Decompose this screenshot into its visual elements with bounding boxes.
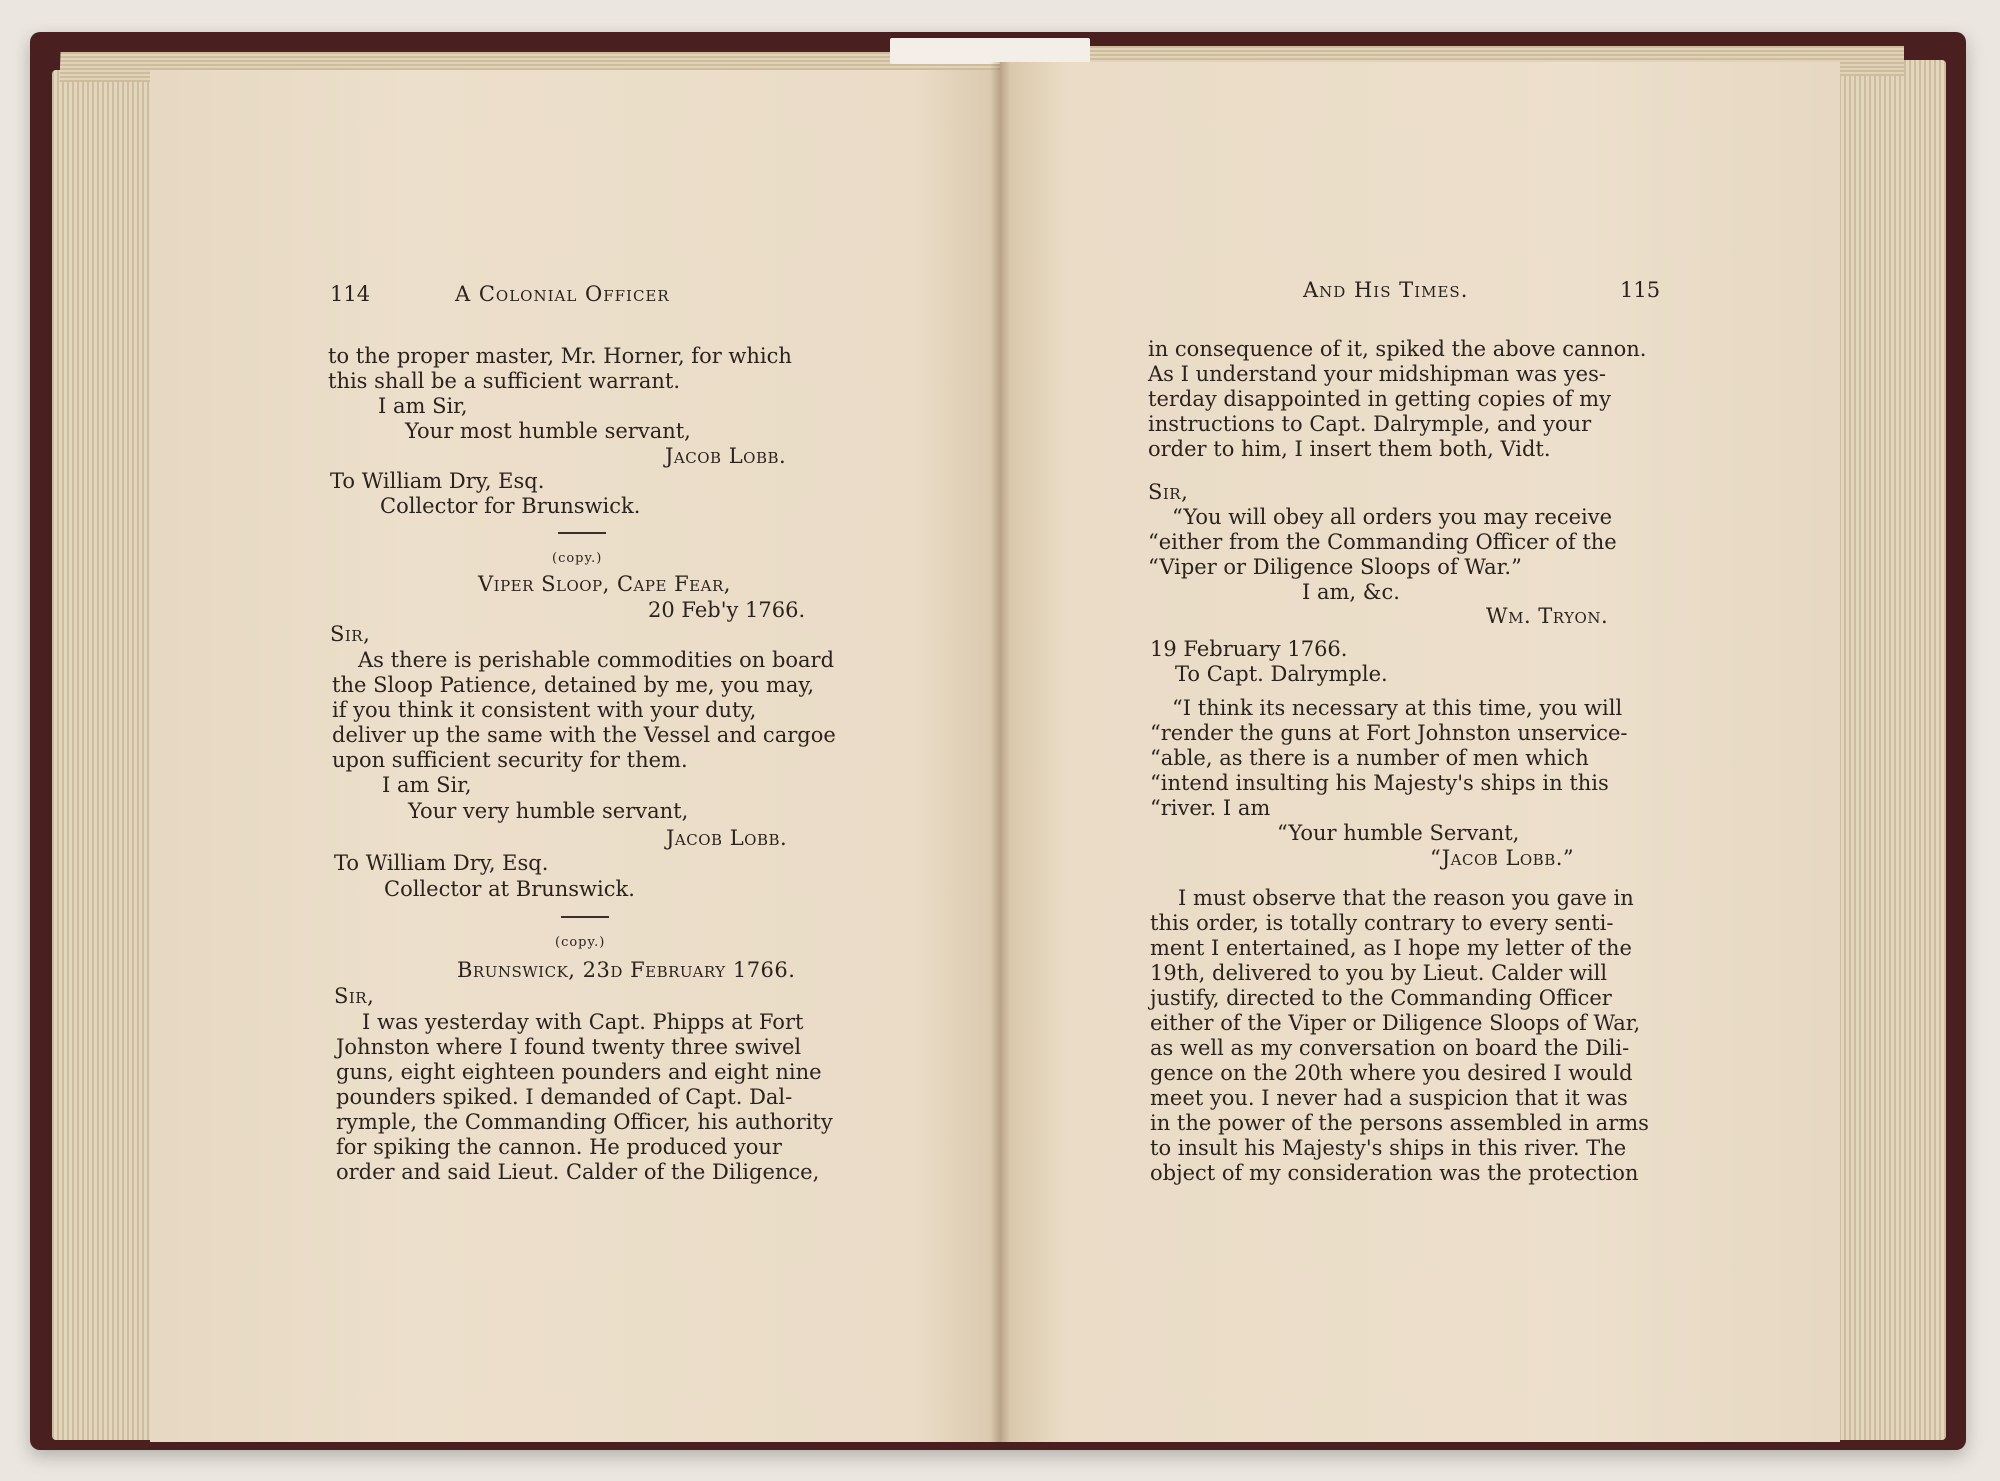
text-line: Johnston where I found twenty three swivel <box>336 1035 802 1059</box>
signature: Jacob Lobb. <box>665 444 787 468</box>
text-line: meet you. I never had a suspicion that it was <box>1150 1086 1628 1110</box>
text-line: the Sloop Patience, detained by me, you may, <box>332 673 815 697</box>
text-line: this shall be a sufficient warrant. <box>328 369 681 393</box>
text-line: if you think it consistent with your duty, <box>332 698 757 722</box>
text-line: Viper Sloop, Cape Fear, <box>478 572 731 596</box>
text-line: as well as my conversation on board the Dili- <box>1150 1036 1630 1060</box>
text-line: 19th, delivered to you by Lieut. Calder will <box>1150 961 1608 985</box>
text-line: guns, eight eighteen pounders and eight nine <box>336 1060 822 1084</box>
text-line: “You will obey all orders you may receive <box>1172 505 1613 529</box>
text-line: Your very humble servant, <box>408 799 689 823</box>
text-line: to the proper master, Mr. Horner, for which <box>328 344 792 368</box>
text-line: upon sufficient security for them. <box>332 748 688 772</box>
text-line: 20 Feb'y 1766. <box>648 598 806 622</box>
signature: “Jacob Lobb.” <box>1430 846 1575 870</box>
divider <box>561 916 609 918</box>
left-running-head: A Colonial Officer <box>455 282 670 306</box>
text-line: As I understand your midshipman was yes- <box>1148 362 1606 386</box>
text-line: I am Sir, <box>378 394 468 418</box>
text-line: either of the Viper or Diligence Sloops of War, <box>1150 1011 1641 1035</box>
text-line: “river. I am <box>1150 796 1271 820</box>
text-line: I am Sir, <box>382 773 472 797</box>
page-edges-right <box>1836 60 1946 1440</box>
salutation: Sir, <box>1148 480 1189 504</box>
text-line: Collector for Brunswick. <box>380 494 641 518</box>
text-line: in the power of the persons assembled in arms <box>1150 1111 1649 1135</box>
text-line: I must observe that the reason you gave in <box>1178 886 1634 910</box>
text-line: gence on the 20th where you desired I would <box>1150 1061 1633 1085</box>
text-line: in consequence of it, spiked the above cannon. <box>1148 337 1647 361</box>
text-line: deliver up the same with the Vessel and cargoe <box>332 723 836 747</box>
divider <box>558 532 606 534</box>
text-line: Your most humble servant, <box>405 419 691 443</box>
gutter <box>990 62 1010 1442</box>
signature: Wm. Tryon. <box>1486 604 1609 628</box>
text-line: I am, &c. <box>1302 580 1400 604</box>
text-line: object of my consideration was the protection <box>1150 1161 1639 1185</box>
text-line: rymple, the Commanding Officer, his authority <box>336 1110 833 1134</box>
text-line: “I think its necessary at this time, you will <box>1172 696 1623 720</box>
text-line: order to him, I insert them both, Vidt. <box>1148 437 1551 461</box>
text-line: terday disappointed in getting copies of my <box>1148 387 1611 411</box>
text-line: “either from the Commanding Officer of the <box>1148 530 1617 554</box>
text-line: Collector at Brunswick. <box>384 877 635 901</box>
text-line: To William Dry, Esq. <box>330 469 545 493</box>
text-line: ment I entertained, as I hope my letter of the <box>1150 936 1632 960</box>
copy-label: (copy.) <box>552 551 603 566</box>
text-line: 19 February 1766. <box>1150 637 1348 661</box>
text-line: “Viper or Diligence Sloops of War.” <box>1148 555 1522 579</box>
salutation: Sir, <box>330 622 371 646</box>
text-line: “intend insulting his Majesty's ships in this <box>1150 771 1609 795</box>
signature: Jacob Lobb. <box>666 826 788 850</box>
text-line: I was yesterday with Capt. Phipps at Fort <box>362 1010 804 1034</box>
left-page-number: 114 <box>330 282 371 306</box>
right-running-head: And His Times. <box>1303 278 1469 302</box>
text-line: pounders spiked. I demanded of Capt. Dal- <box>336 1085 793 1109</box>
text-line: To Capt. Dalrymple. <box>1175 662 1388 686</box>
text-line: order and said Lieut. Calder of the Diligence, <box>336 1160 820 1184</box>
text-line: As there is perishable commodities on board <box>358 648 835 672</box>
text-line: “render the guns at Fort Johnston unservice- <box>1150 721 1628 745</box>
right-page-number: 115 <box>1620 278 1661 302</box>
text-line: “Your humble Servant, <box>1277 821 1520 845</box>
spine-tape <box>890 38 1090 64</box>
text-line: Brunswick, 23d February 1766. <box>457 958 796 982</box>
page-edges-left <box>52 70 162 1440</box>
text-line: for spiking the cannon. He produced your <box>336 1135 782 1159</box>
text-line: To William Dry, Esq. <box>334 851 549 875</box>
text-line: to insult his Majesty's ships in this river. The <box>1150 1136 1627 1160</box>
copy-label: (copy.) <box>555 935 606 950</box>
text-line: justify, directed to the Commanding Officer <box>1150 986 1612 1010</box>
text-line: this order, is totally contrary to every senti- <box>1150 911 1614 935</box>
salutation: Sir, <box>334 984 375 1008</box>
text-line: “able, as there is a number of men which <box>1150 746 1589 770</box>
text-line: instructions to Capt. Dalrymple, and your <box>1148 412 1592 436</box>
